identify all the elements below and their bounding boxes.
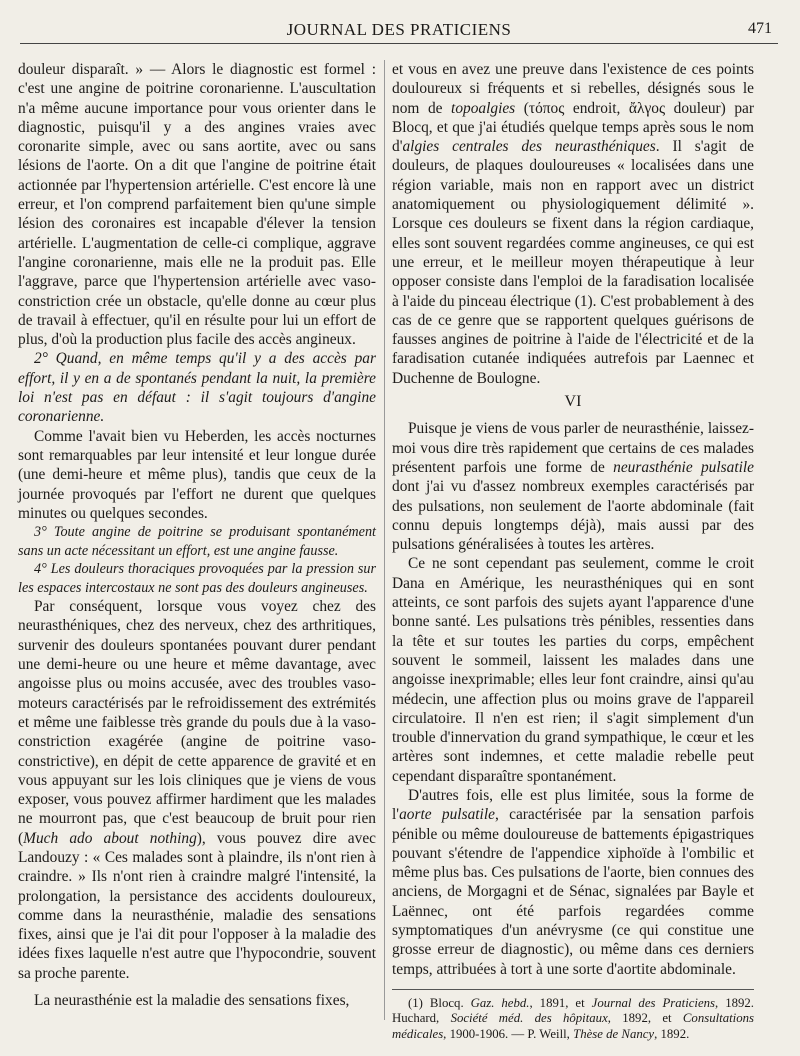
italic-run: Thèse de Nancy: [573, 1026, 655, 1041]
italic-run: aorte pulsatile: [399, 806, 495, 824]
column-divider: [384, 60, 385, 1020]
paragraph-consequence: [18, 597, 376, 983]
paragraph-topoalgies: [392, 60, 754, 388]
italic-run: topoalgies: [451, 99, 516, 117]
italic-run: Much ado about nothing: [23, 829, 197, 847]
italic-run: Consultations médicales: [392, 1011, 754, 1041]
rule-4: 4° Les douleurs thoraciques provoquées par la pression sur les espaces intercostaux ne sont pas des douleurs angineuses.: [18, 561, 376, 596]
journal-title: JOURNAL DES PRATICIENS: [286, 20, 512, 39]
paragraph-diagnostic: douleur disparaît. » — Alors le diagnostic est formel : c'est une angine de poitrine coronarienne. L'auscultation n'a même aucune importance pour vous orienter dans le diagnostic, puisqu'il y a des angines vraies avec coronarite simple, avec ou sans aortite, avec ou sans lésions de l'aorte. On a dit que l'angine de poitrine était actionnée par l'hypertension artérielle. C'est encore là une erreur, et l'on comprend parfaitement bien qu'une simple lésion des coronaires est incapable d'élever la tension artérielle. L'augmentation de celle-ci complique, aggrave l'angine coronarienne, mais elle ne la produit pas. Elle l'aggrave, parce que l'hypertension artérielle avec vaso-constriction crée un obstacle, qu'elle donne au cœur plus de travail à effectuer, qu'il en résulte pour lui un effort de plus, d'où la production plus facile des accès angineux.: [18, 61, 376, 349]
text-run: Puisque je viens de vous parler de neurasthénie, laissez-moi vous dire très rapidement que certains de ces malades présentent parfois une forme de: [392, 420, 754, 476]
text-run: , 1891, et: [529, 995, 592, 1010]
page-number: 471: [748, 20, 772, 37]
footnote-rule: [392, 989, 754, 990]
text-run: , 1892, et: [607, 1011, 683, 1026]
text-run: , 1892.: [654, 1026, 690, 1041]
rule-2: 2° Quand, en même temps qu'il y a des accès par effort, il y en a de spontanés pendant la nuit, la première loi n'est pas en défaut : il s'agit toujours d'angine coronarienne.: [18, 350, 376, 426]
italic-run: Journal des Praticiens: [591, 995, 716, 1010]
text-run: (1) Blocq.: [408, 995, 471, 1010]
rule-3: 3° Toute angine de poitrine se produisant spontanément sans un acte nécessitant un effort, est une angine fausse.: [18, 524, 376, 559]
text-run: , 1900-1906. — P. Weill,: [443, 1026, 574, 1041]
page-header: [20, 18, 778, 44]
text-run: Par conséquent, lorsque vous voyez chez des neurasthéniques, chez des nerveux, chez des arthritiques, survenir des douleurs spontanées pouvant durer pendant une demi-heure ou une heure et même davantage, avec angoisse plus ou moins accusée, avec des troubles vaso-moteurs caractérisés par le refroidissement des extrémités et même une faiblesse très grande du pouls due à la vaso-constriction exagérée (angine de poitrine vaso-constrictive), en dépit de cette apparence de gravité et en vous appuyant sur les lois cliniques que je viens de vous exposer, vous pouvez affirmer hardiment que les malades ne mourront pas, que c'est beaucoup de bruit pour rien (: [18, 598, 376, 847]
paragraph-aorte: [392, 786, 754, 979]
text-run: , 1892. Huchard,: [392, 995, 755, 1026]
text-run: et vous en avez une preuve dans l'existence de ces points douloureux si fréquents et si rebelles, désignés sous le nom de: [392, 61, 754, 117]
paragraph-neurasthenia: La neurasthénie est la maladie des sensations fixes,: [34, 992, 350, 1010]
right-column: [392, 60, 754, 1042]
paragraph-heberden: Comme l'avait bien vu Heberden, les accès nocturnes sont remarquables par leur intensité et leur longue durée (une demi-heure et même plus), tandis que ceux de la journée provoqués par l'effort ne durent que quelques minutes ou quelques secondes.: [18, 427, 376, 522]
italic-run: Gaz. hebd.: [470, 995, 530, 1010]
section-heading: VI: [564, 393, 582, 411]
header-rule: [20, 43, 778, 44]
left-column: [18, 60, 376, 1010]
italic-run: neurasthénie pulsatile: [613, 458, 755, 476]
italic-run: algies centrales des neurasthéniques: [402, 138, 656, 156]
paragraph-pulsatile: [392, 419, 754, 554]
text-run: ), vous pouvez dire avec Landouzy : « Ces malades sont à plaindre, ils n'ont rien à craindre. » Ils n'ont rien à craindre malgré l'intensité, la prolongation, la persistance des accidents douloureux, comme dans la neurasthénie, maladie des sensations fixes, ainsi que je l'ai dit pour l'opposer à la maladie des idées fixes laquelle n'est autre que l'hypocondrie, souvent sa proche parente.: [18, 829, 376, 982]
italic-run: Société méd. des hôpitaux: [450, 1011, 608, 1026]
text-run: (τόπος endroit, ἄλγος douleur) par Blocq, et que j'ai étudiés quelque temps après sous le nom d': [392, 99, 754, 156]
text-run: . Il s'agit de douleurs, de plaques douloureuses « localisées dans une région variable, mais non en rapport avec un district anatomiquement ou physiologiquement délimité ». Lorsque ces douleurs se fixent dans la région cardiaque, elles sont souvent regardées comme angineuses, ce qui est une erreur, et le meilleur moyen thérapeutique à leur opposer consiste dans l'emploi de la faradisation localisée à l'aide du pinceau électrique (1). C'est probablement à des cas de ce genre que se rapportent quelques guérisons de fausses angines de poitrine à l'aide de l'électricité et de la faradisation cutanée indiquées autrefois par Laennec et Duchenne de Boulogne.: [392, 138, 754, 387]
text-run: D'autres fois, elle est plus limitée, sous la forme de l': [392, 786, 754, 824]
paragraph-dana: Ce ne sont cependant pas seulement, comme le croit Dana en Amérique, les neurasthéniques qui en sont atteints, ce sont parfois des sujets ayant l'apparence d'une bonne santé. Les pulsations très pénibles, ressenties dans la tête et sur toutes les parties du corps, empêchent souvent le sommeil, laissent les malades dans une angoisse inexprimable; elles leur font craindre, ainsi qu'au médecin, une affection plus ou moins grave de l'appareil circulatoire. Il n'en est rien; il s'agit simplement d'un trouble d'innervation du grand sympathique, le cœur et les artères sont indemnes, et cette maladie rebelle peut cependant disparaître spontanément.: [392, 555, 754, 785]
text-run: dont j'ai vu d'assez nombreux exemples caractérisés par des pulsations, non seulement de l'aorte abdominale (fait connu depuis longtemps déjà), mais aussi par des pulsations généralisées à toutes les artères.: [392, 478, 754, 554]
footnote: [392, 996, 754, 1043]
text-run: , caractérisée par la sensation parfois pénible ou même douloureuse de battements épigastriques pouvant s'étendre de l'appendice xiphoïde à l'ombilic et même plus bas. Ces pulsations de l'aorte, bien connues des anciens, de Morgagni et de Sénac, signalées par Bayle et Laënnec, ont été parfois regardées comme symptomatiques d'un anévrysme (ce qui constitue une grosse erreur de diagnostic), ou même dans ces derniers temps, attribuées à tort à une sorte d'aortite abdominale.: [392, 806, 754, 978]
